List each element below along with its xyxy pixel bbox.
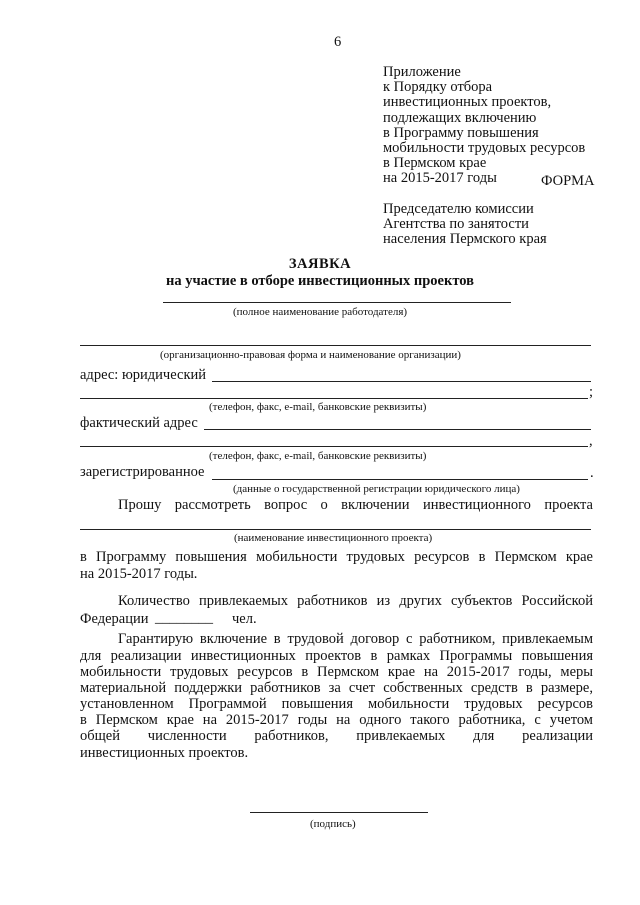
legal-address-line[interactable] <box>212 381 591 382</box>
org-form-line[interactable] <box>80 345 591 346</box>
document-subtitle: на участие в отборе инвестиционных проектов <box>166 273 474 289</box>
signature-caption: (подпись) <box>310 818 356 830</box>
forma-label: ФОРМА <box>541 173 595 189</box>
appendix-line: подлежащих включению <box>383 109 537 126</box>
appendix-line: мобильности трудовых ресурсов <box>383 140 586 157</box>
legal-address-label: адрес: юридический <box>80 367 207 383</box>
registered-label: зарегистрированное <box>80 464 205 480</box>
program-paragraph <box>80 550 593 582</box>
guarantee-line: установленном Программой повышения мобильности трудовых ресурсов <box>80 696 593 713</box>
program-line: в Программу повышения мобильности трудовых ресурсов в Пермском крае <box>80 549 593 565</box>
workers-line: Количество привлекаемых работников из других субъектов Российской <box>118 593 593 609</box>
workers-suffix: чел. <box>232 611 257 627</box>
request-line: Прошу рассмотреть вопрос о включении инвестиционного проекта <box>118 497 593 513</box>
registered-period: . <box>590 465 594 481</box>
guarantee-line: материальной поддержки работников за счет собственных средств в размере, <box>80 680 593 697</box>
appendix-line: инвестиционных проектов, <box>383 94 552 111</box>
project-name-line[interactable] <box>80 529 591 530</box>
appendix-line: Приложение <box>383 64 461 80</box>
employer-name-caption: (полное наименование работодателя) <box>233 306 408 318</box>
appendix-line: в Программу повышения <box>383 124 539 141</box>
legal-address-line-2[interactable] <box>80 398 588 399</box>
document-title: ЗАЯВКА <box>288 256 352 272</box>
contacts-caption-1: (телефон, факс, e-mail, банковские реквизиты) <box>209 401 427 413</box>
actual-address-label: фактический адрес <box>80 415 198 431</box>
guarantee-line: в Пермском крае на 2015-2017 годы на одного такого работника, с учетом <box>80 712 593 729</box>
guarantee-line: общей численности работников, привлекаемых для реализации <box>80 728 593 745</box>
legal-address-semicolon: ; <box>589 384 594 400</box>
guarantee-paragraph <box>80 648 593 761</box>
addressee-line: населения Пермского края <box>383 231 547 248</box>
contacts-caption-2: (телефон, факс, e-mail, банковские реквизиты) <box>209 450 427 462</box>
employer-name-line[interactable] <box>163 302 511 303</box>
appendix-line: в Пермском крае <box>383 155 487 172</box>
page-number: 6 <box>334 34 342 50</box>
guarantee-line: для реализации инвестиционных проектов в рамках Программы повышения <box>80 648 593 664</box>
workers-prefix: Федерации <box>80 611 149 627</box>
signature-line[interactable] <box>250 812 428 813</box>
actual-address-comma: , <box>589 433 593 449</box>
project-name-caption: (наименование инвестиционного проекта) <box>234 532 433 544</box>
guarantee-first-line: Гарантирую включение в трудовой договор с работником, привлекаемым <box>118 631 593 647</box>
appendix-line: на 2015-2017 годы <box>383 170 497 187</box>
appendix-block <box>383 65 585 187</box>
guarantee-line: мобильности трудовых ресурсов в Пермском крае на 2015-2017 годы, меры <box>80 664 593 681</box>
actual-address-line[interactable] <box>204 429 591 430</box>
program-line: на 2015-2017 годы. <box>80 566 198 583</box>
org-form-caption: (организационно-правовая форма и наименование организации) <box>160 349 461 361</box>
guarantee-line: инвестиционных проектов. <box>80 744 249 761</box>
registration-caption: (данные о государственной регистрации юридического лица) <box>233 483 520 495</box>
registered-line[interactable] <box>212 479 588 480</box>
addressee-line: Агентства по занятости <box>383 216 529 233</box>
appendix-line: к Порядку отбора <box>383 79 493 96</box>
addressee-block <box>383 202 547 248</box>
actual-address-line-2[interactable] <box>80 446 588 447</box>
workers-blank[interactable]: ________ <box>155 610 213 626</box>
addressee-line: Председателю комиссии <box>383 201 534 217</box>
